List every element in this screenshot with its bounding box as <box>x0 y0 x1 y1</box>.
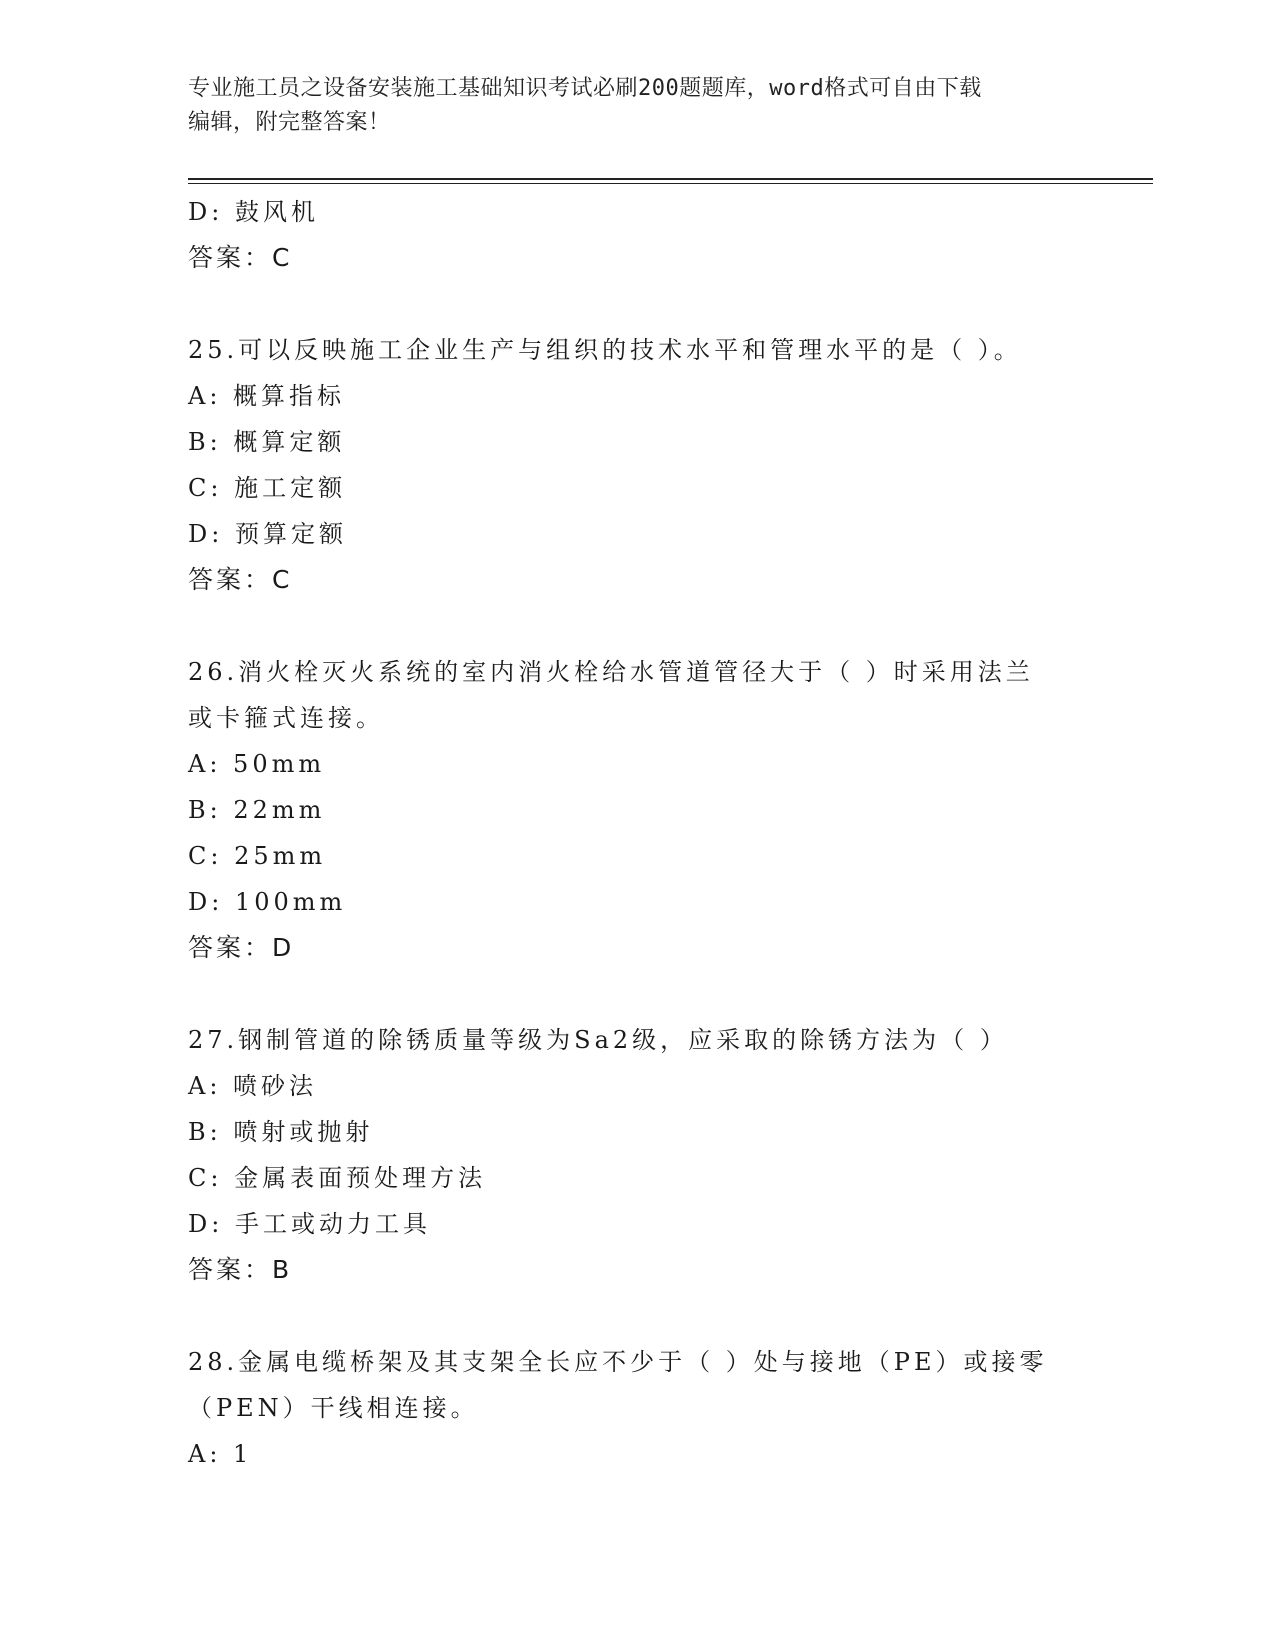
option-c: C: 施工定额 <box>188 474 347 502</box>
answer <box>188 925 1088 971</box>
answer-value: D <box>272 933 294 962</box>
header-line-1: 专业施工员之设备安装施工基础知识考试必刷200题题库，word格式可自由下载 <box>188 76 982 101</box>
option-b: B: 22mm <box>188 796 326 824</box>
option-a: A: 喷砂法 <box>188 1072 318 1100</box>
answer-value: B <box>272 1255 292 1284</box>
option-d: D: 预算定额 <box>188 520 347 548</box>
question-stem: 26.消火栓灭火系统的室内消火栓给水管道管径大于（ ）时采用法兰 <box>188 658 1034 686</box>
option-d: D: 100mm <box>188 888 347 916</box>
spacer <box>188 971 1088 1017</box>
answer-label: 答案： <box>188 933 273 962</box>
answer <box>188 1247 1088 1293</box>
answer-label: 答案： <box>188 1255 273 1284</box>
option-c: C: 25mm <box>188 842 327 870</box>
document-header <box>188 72 1088 140</box>
answer-value: C <box>272 565 292 594</box>
answer-label: 答案： <box>188 243 273 272</box>
option-a: A: 1 <box>188 1440 253 1468</box>
question-stem-continued: 或卡箍式连接。 <box>188 704 384 732</box>
spacer <box>188 603 1088 649</box>
option-d: D: 手工或动力工具 <box>188 1210 431 1238</box>
previous-question-fragment <box>188 189 1088 281</box>
option-a: A: 50mm <box>188 750 326 778</box>
question-stem: 27.钢制管道的除锈质量等级为Sa2级，应采取的除锈方法为（ ） <box>188 1026 1008 1054</box>
question-28 <box>188 1339 1088 1477</box>
question-list <box>188 189 1088 1477</box>
spacer <box>188 281 1088 327</box>
option-a: A: 概算指标 <box>188 382 346 410</box>
option-b: B: 喷射或抛射 <box>188 1118 374 1146</box>
header-line-2: 编辑，附完整答案！ <box>188 110 391 135</box>
option-b: B: 概算定额 <box>188 428 346 456</box>
spacer <box>188 1293 1088 1339</box>
answer-value: C <box>272 243 292 272</box>
header-divider-thick <box>188 178 1153 180</box>
question-25 <box>188 327 1088 603</box>
question-stem: 28.金属电缆桥架及其支架全长应不少于（ ）处与接地（PE）或接零 <box>188 1348 1048 1376</box>
question-stem-continued: （PEN）干线相连接。 <box>188 1394 479 1422</box>
question-27 <box>188 1017 1088 1293</box>
header-divider-thin <box>188 183 1153 184</box>
answer <box>188 557 1088 603</box>
answer-label: 答案： <box>188 565 273 594</box>
option-c: C: 金属表面预处理方法 <box>188 1164 487 1192</box>
answer <box>188 235 1088 281</box>
question-26 <box>188 649 1088 971</box>
question-stem: 25.可以反映施工企业生产与组织的技术水平和管理水平的是（ ）。 <box>188 336 1022 364</box>
option-d: D: 鼓风机 <box>188 198 319 226</box>
